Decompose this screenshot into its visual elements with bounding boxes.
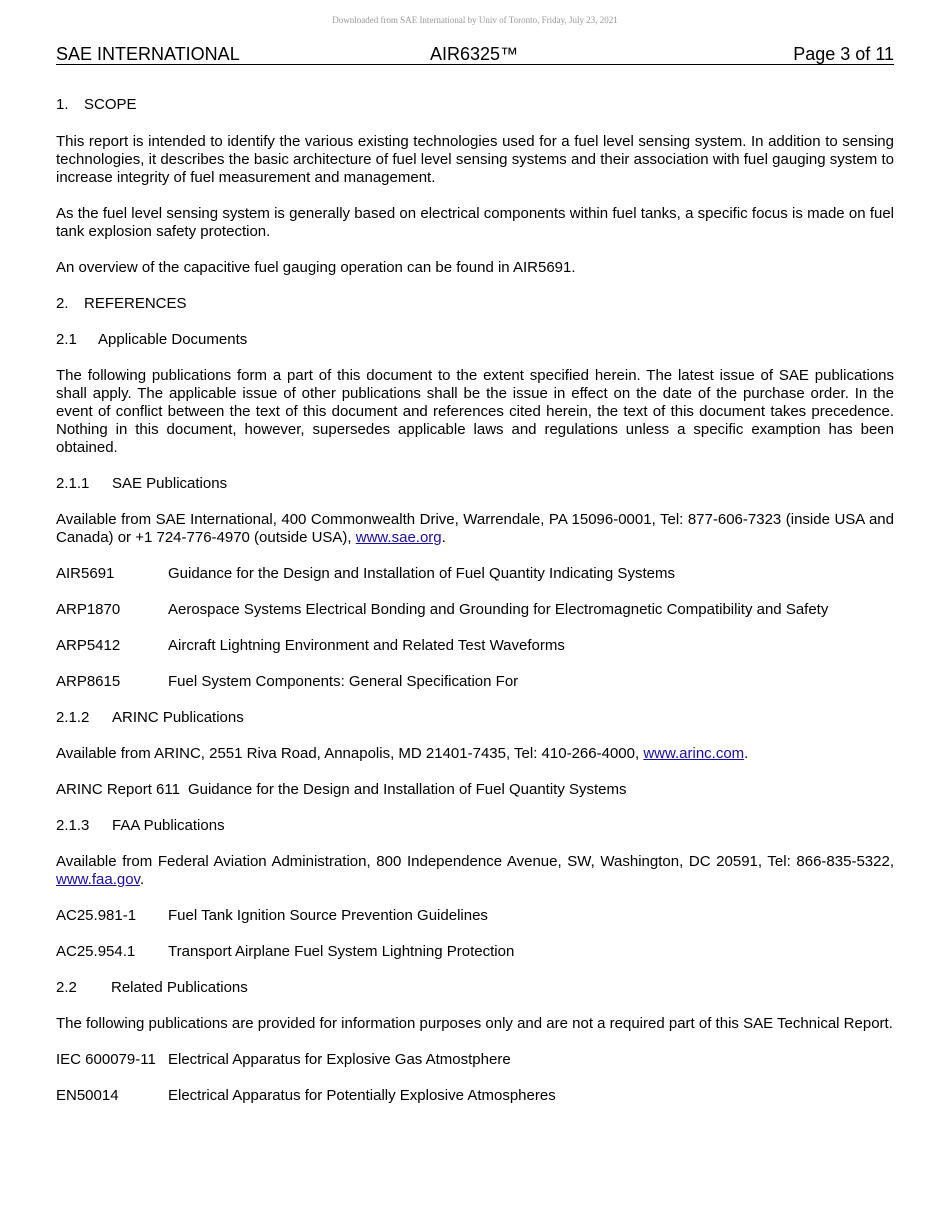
header-organization: SAE INTERNATIONAL bbox=[56, 44, 240, 64]
availability-text: Available from Federal Aviation Administration, 800 Independence Avenue, SW, Washington, DC 20591, Tel: 866-835-5322, bbox=[56, 853, 894, 870]
related-publications-paragraph: The following publications are provided for information purposes only and are not a required part of this SAE Technical Report. bbox=[56, 1015, 893, 1032]
section-heading-references bbox=[56, 295, 894, 313]
arinc-availability: Available from ARINC, 2551 Riva Road, Annapolis, MD 21401-7435, Tel: 410-266-4000, www.arinc.com. bbox=[56, 745, 749, 762]
reference-item bbox=[56, 781, 894, 799]
reference-item bbox=[56, 565, 894, 583]
subsection-heading-faa-publications bbox=[56, 817, 894, 835]
reference-title: Transport Airplane Fuel System Lightning Protection bbox=[168, 943, 515, 960]
section-number: 2.1 bbox=[56, 331, 77, 348]
scope-paragraph: This report is intended to identify the various existing technologies used for a fuel level sensing system. In addition to sensing technologies, it describes the basic architecture of fuel level sensing systems and their association with fuel gauging system to increase integrity of fuel measurement and management. bbox=[56, 133, 894, 186]
header-document-id: AIR6325™ bbox=[430, 44, 519, 64]
reference-title: Fuel Tank Ignition Source Prevention Guidelines bbox=[168, 907, 488, 924]
document-body bbox=[56, 96, 894, 1105]
scope-paragraph: An overview of the capacitive fuel gauging operation can be found in AIR5691. bbox=[56, 259, 576, 276]
subsection-heading-arinc-publications bbox=[56, 709, 894, 727]
section-title: ARINC Publications bbox=[112, 709, 244, 726]
reference-title: Electrical Apparatus for Explosive Gas Atmostphere bbox=[168, 1051, 511, 1068]
reference-title: Aircraft Lightning Environment and Related Test Waveforms bbox=[168, 637, 565, 654]
page-header bbox=[56, 42, 894, 65]
reference-item bbox=[56, 673, 894, 691]
section-title: Applicable Documents bbox=[98, 331, 248, 348]
section-title: FAA Publications bbox=[112, 817, 225, 834]
faa-website-link[interactable]: www.faa.gov bbox=[56, 871, 140, 888]
reference-code: AC25.954.1 bbox=[56, 943, 136, 960]
sae-availability: Available from SAE International, 400 Commonwealth Drive, Warrendale, PA 15096-0001, Tel: 877-606-7323 (inside USA and Canada) or +1 724-776-4970 (outside USA), www.sae.org. bbox=[56, 511, 894, 546]
subsection-heading-related-publications bbox=[56, 979, 894, 997]
section-title: SAE Publications bbox=[112, 475, 228, 492]
availability-text: Available from ARINC, 2551 Riva Road, Annapolis, MD 21401-7435, Tel: 410-266-4000, bbox=[56, 745, 644, 762]
applicable-documents-paragraph: The following publications form a part of this document to the extent specified herein. The latest issue of SAE publications shall apply. The applicable issue of other publications shall be the issue in effect on the date of the purchase order. In the event of conflict between the text of this document and references cited herein, the text of this document takes precedence. Nothing in this document, however, supersedes applicable laws and regulations unless a specific examption has been obtained. bbox=[56, 367, 894, 456]
reference-title: Guidance for the Design and Installation of Fuel Quantity Systems bbox=[187, 781, 627, 798]
section-number: 2. bbox=[56, 295, 69, 312]
reference-item bbox=[56, 1051, 894, 1069]
reference-title: Guidance for the Design and Installation of Fuel Quantity Indicating Systems bbox=[168, 565, 675, 582]
arinc-website-link[interactable]: www.arinc.com bbox=[643, 745, 745, 762]
reference-title: Fuel System Components: General Specification For bbox=[168, 673, 519, 690]
section-number: 2.1.3 bbox=[56, 817, 90, 834]
reference-item bbox=[56, 637, 894, 655]
reference-code: EN50014 bbox=[56, 1087, 119, 1104]
download-watermark: Downloaded from SAE International by Univ of Toronto, Friday, July 23, 2021 bbox=[332, 15, 618, 25]
section-heading-scope bbox=[56, 96, 894, 114]
availability-text: Available from SAE International, 400 Commonwealth Drive, Warrendale, PA 15096-0001, Tel: 877-606-7323 (inside USA and Canada) or +1 724-776-4970 (outside USA), bbox=[56, 511, 894, 546]
section-title: SCOPE bbox=[84, 96, 137, 113]
reference-item bbox=[56, 601, 894, 619]
subsection-heading-applicable-documents bbox=[56, 331, 894, 349]
reference-code: IEC 600079-11 bbox=[56, 1051, 156, 1068]
reference-code: ARP5412 bbox=[56, 637, 121, 654]
header-page-number: Page 3 of 11 bbox=[793, 44, 894, 64]
section-title: Related Publications bbox=[111, 979, 248, 996]
section-number: 2.2 bbox=[56, 979, 77, 996]
section-number: 1. bbox=[56, 96, 69, 113]
section-number: 2.1.1 bbox=[56, 475, 90, 492]
reference-code: ARP1870 bbox=[56, 601, 121, 618]
reference-title: Electrical Apparatus for Potentially Explosive Atmospheres bbox=[168, 1087, 556, 1104]
faa-availability: Available from Federal Aviation Administration, 800 Independence Avenue, SW, Washington, DC 20591, Tel: 866-835-5322, www.faa.gov. bbox=[56, 853, 894, 888]
reference-code: AC25.981-1 bbox=[56, 907, 137, 924]
scope-paragraph: As the fuel level sensing system is generally based on electrical components within fuel tanks, a specific focus is made on fuel tank explosion safety protection. bbox=[56, 205, 894, 240]
section-number: 2.1.2 bbox=[56, 709, 90, 726]
reference-code: ARP8615 bbox=[56, 673, 121, 690]
subsection-heading-sae-publications bbox=[56, 475, 894, 493]
reference-code: ARINC Report 611 bbox=[56, 781, 180, 798]
reference-title: Aerospace Systems Electrical Bonding and Grounding for Electromagnetic Compatibility and Safety bbox=[168, 601, 829, 618]
section-title: REFERENCES bbox=[84, 295, 187, 312]
reference-item bbox=[56, 907, 894, 925]
sae-website-link[interactable]: www.sae.org bbox=[355, 529, 442, 546]
reference-item bbox=[56, 1087, 894, 1105]
reference-code: AIR5691 bbox=[56, 565, 115, 582]
reference-item bbox=[56, 943, 894, 961]
